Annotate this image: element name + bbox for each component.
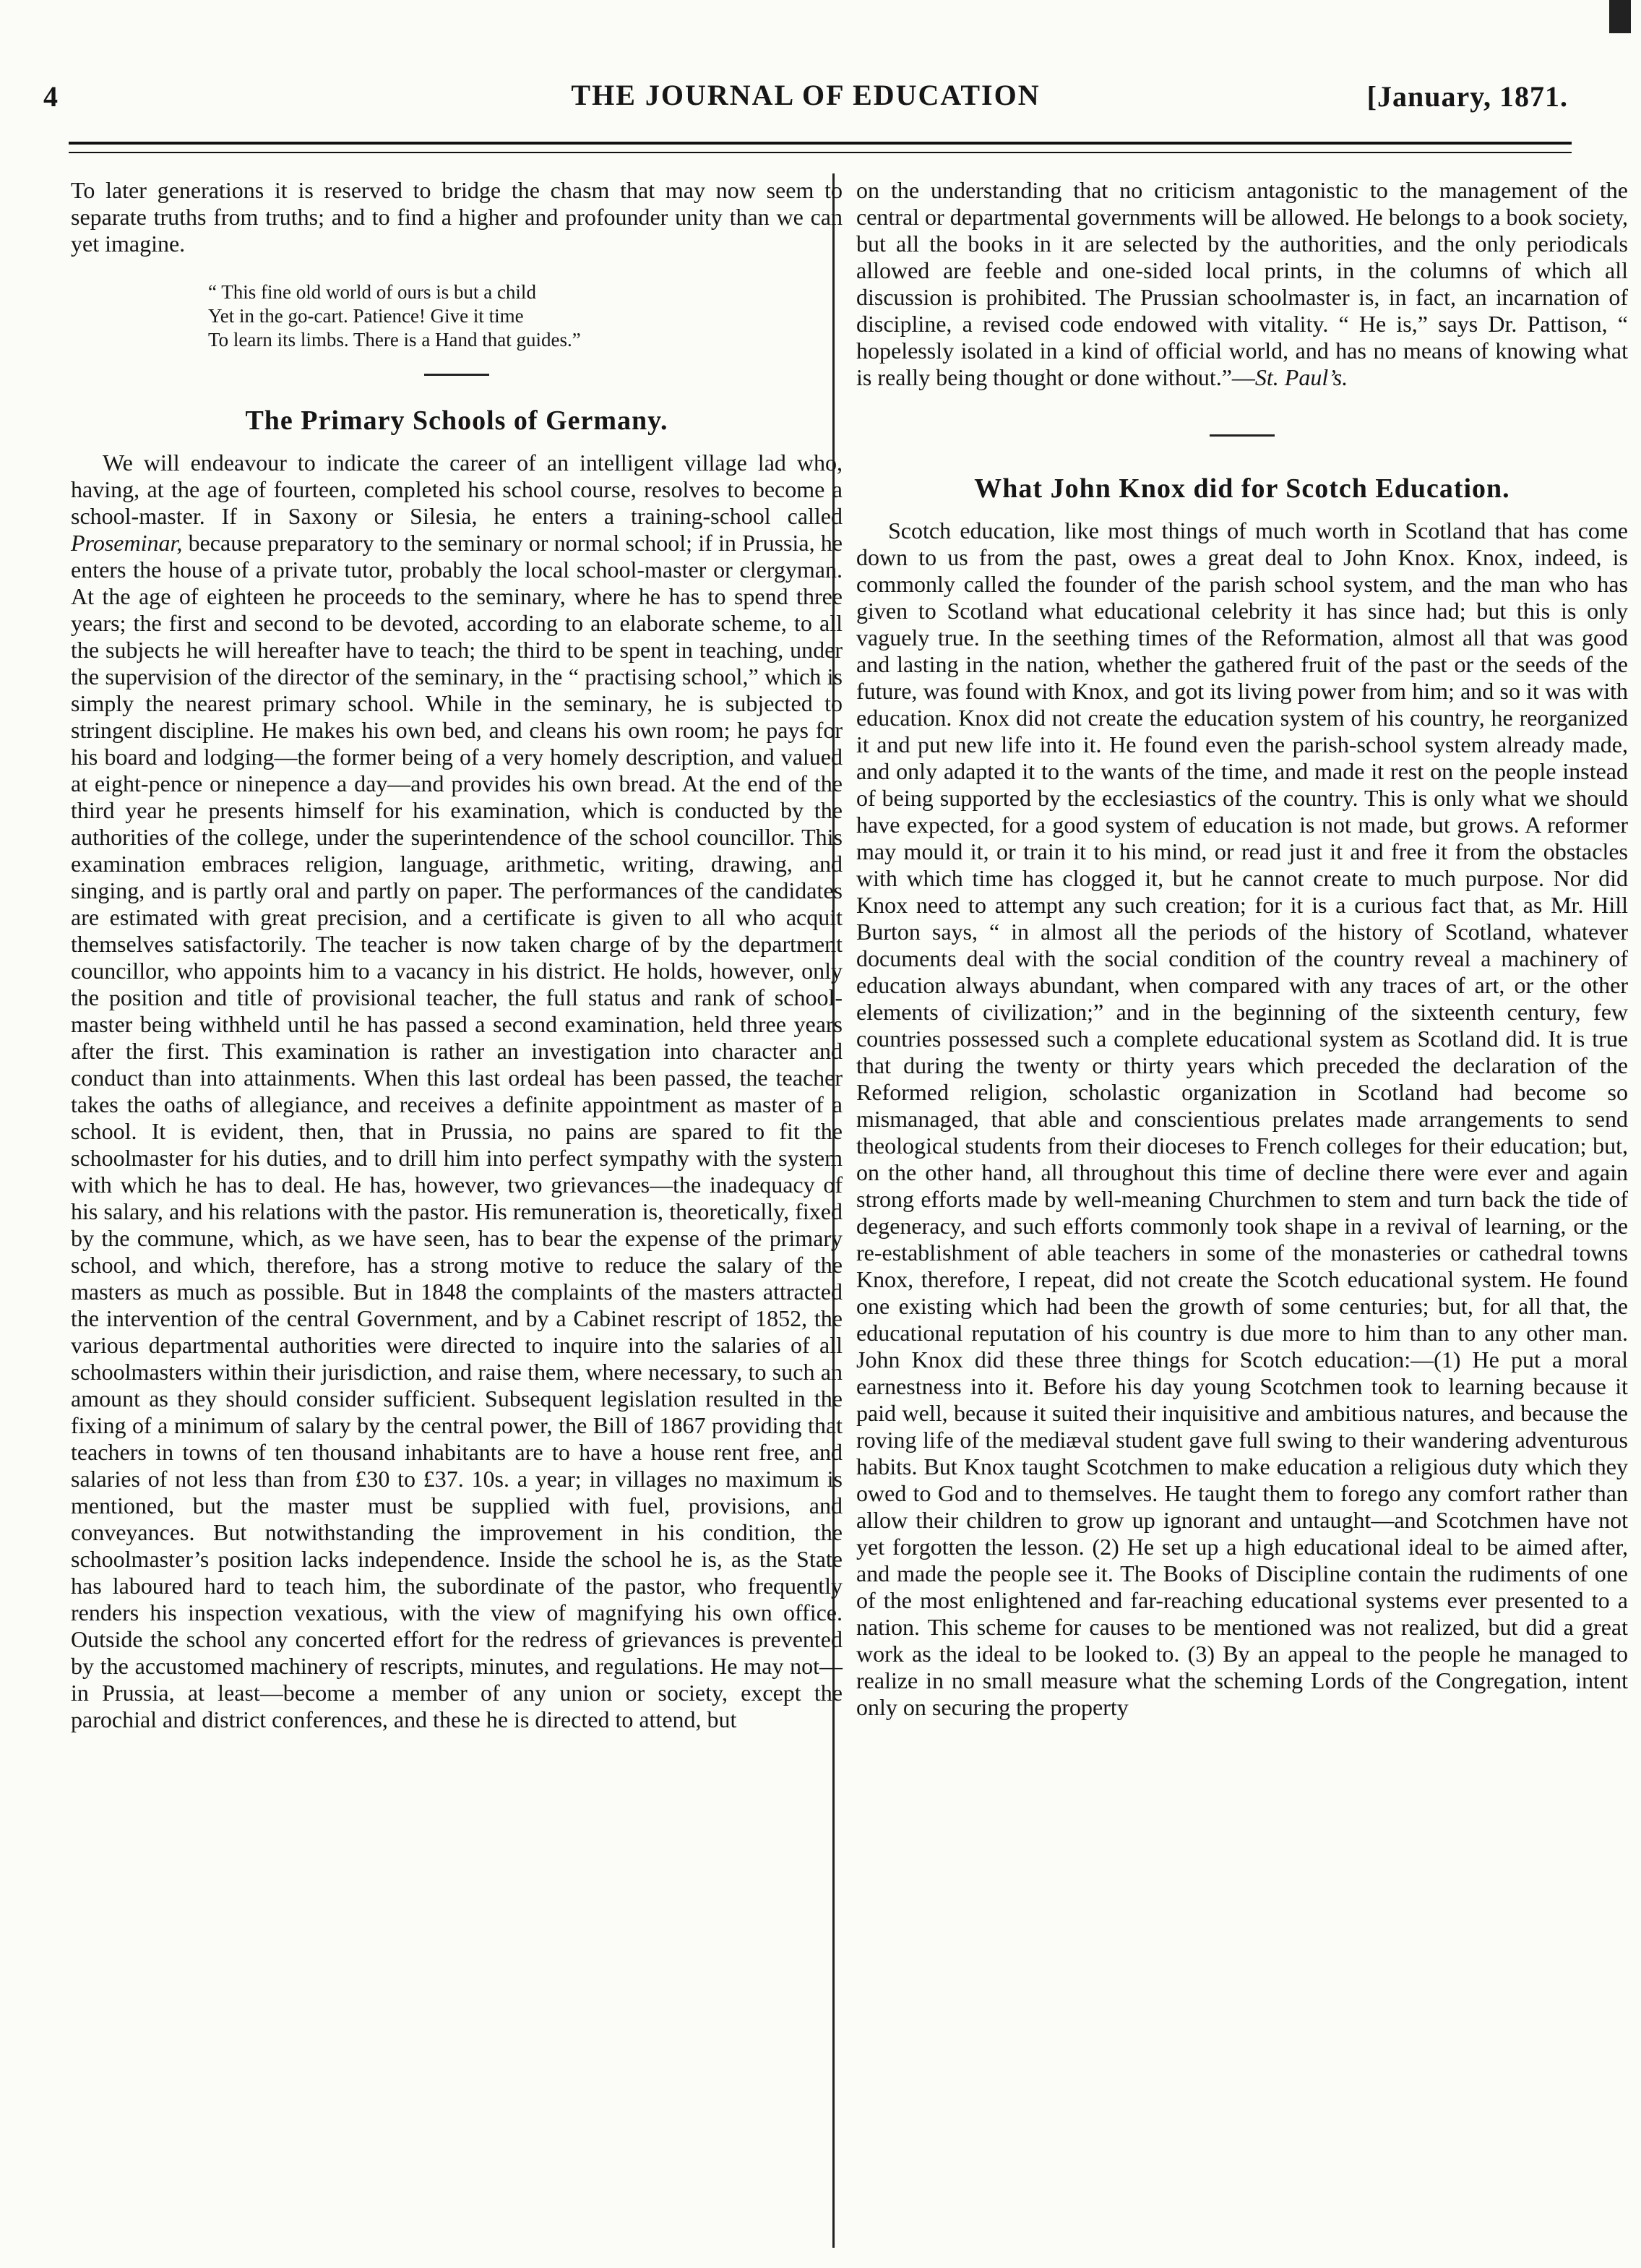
body-text: We will endeavour to indicate the career of an intelligent village lad who, having, at the age of fourteen, completed his school course, resolves to become a school-master. If in Saxony or Silesia, he enters a training-school called — [71, 450, 843, 529]
foreign-term: Proseminar, — [71, 530, 183, 556]
journal-title: THE JOURNAL OF EDUCATION — [571, 79, 1041, 111]
article-body-germany — [71, 450, 843, 1733]
page-number: 4 — [43, 80, 58, 113]
section-separator — [1210, 434, 1275, 437]
left-column — [71, 177, 843, 1733]
body-text: on the understanding that no criticism antagonistic to the management of the central or departmental governments will be allowed. He belongs to a book society, but all the books in it are selected by the authorities, and the only periodicals allowed are feeble and one-sided local prints, in the columns of which all discussion is prohibited. The Prussian schoolmaster is, in fact, an incarnation of discipline, a revised code endowed with vitality. “ He is,” says Dr. Pattison, “ hopelessly isolated in a kind of official world, and has no means of knowing what is really being thought or done without.”— — [856, 177, 1628, 390]
article-heading-knox: What John Knox did for Scotch Education. — [974, 473, 1510, 504]
page-header — [43, 72, 1568, 123]
intro-paragraph: To later generations it is reserved to bridge the chasm that may now seem to separate truths from truths; and to find a higher and profounder unity than we can yet imagine. — [71, 177, 843, 257]
header-rule-thin — [69, 152, 1572, 153]
corner-ink-mark — [1609, 0, 1631, 33]
poem-quote — [208, 280, 843, 352]
right-column — [856, 177, 1628, 1721]
continuation-paragraph — [856, 177, 1628, 391]
issue-date: [January, 1871. — [1366, 80, 1568, 113]
body-text: because preparatory to the seminary or normal school; if in Prussia, he enters the house of a private tutor, probably the local school-master or clergyman. At the age of eighteen he proceeds to the seminary, where he has to spend three years; the first and second to be devoted, according to an elaborate scheme, to all the subjects he will hereafter have to teach; the third to be spent in teaching, under the supervision of the director of the seminary, in the “ practising school,” which is simply the nearest primary school. While in the seminary, he is subjected to stringent discipline. He makes his own bed, and cleans his own room; he pays for his board and lodging—the former being of a very homely description, and valued at eight-pence or ninepence a day—and provides his own bread. At the end of the third year he presents himself for his examination, which is conducted by the authorities of the college, under the superintendence of the school councillor. This examination embraces religion, language, arithmetic, writing, drawing, and singing, and is partly oral and partly on paper. The performances of the candidates are estimated with great precision, and a certificate is given to all who acquit themselves satisfactorily. The teacher is now taken charge of by the department councillor, who appoints him to a vacancy in his district. He holds, however, only the position and title of provisional teacher, the full status and rank of school-master being withheld until he has passed a second examination, held three years after the first. This examination is rather an investigation into character and conduct than into attainments. When this last ordeal has been passed, the teacher takes the oaths of allegiance, and receives a definite appointment as master of a school. It is evident, then, that in Prussia, no pains are spared to fit the schoolmaster for his duties, and to drill him into perfect sympathy with the system with which he has to deal. He has, however, two grievances—the inadequacy of his salary, and his relations with the pastor. His remuneration is, theoretically, fixed by the commune, which, as we have seen, has to bear the expense of the primary school, and which, therefore, has a strong motive to reduce the salary of the masters as much as possible. But in 1848 the complaints of the masters attracted the intervention of the central Government, and by a Cabinet rescript of 1852, the various departmental authorities were directed to inquire into the salaries of all schoolmasters within their jurisdiction, and raise them, where necessary, to such an amount as they should consider sufficient. Subsequent legislation resulted in the fixing of a minimum of salary by the central power, the Bill of 1867 providing that teachers in towns of ten thousand inhabitants are to have a house rent free, and salaries of not less than from £30 to £37. 10s. a year; in villages no maximum is mentioned, but the master must be supplied with fuel, provisions, and conveyances. But notwithstanding the improvement in his condition, the schoolmaster’s position lacks independence. Inside the school he is, as the State has laboured hard to teach him, the subordinate of the pastor, who frequently renders his inspection vexatious, with the view of magnifying his own office. Outside the school any concerted effort for the redress of grievances is prevented by the accustomed machinery of rescripts, minutes, and regulations. He may not—in Prussia, at least—become a member of any union or society, except the parochial and district conferences, and these he is directed to attend, but — [71, 530, 843, 1732]
poem-line: To learn its limbs. There is a Hand that guides.” — [208, 329, 581, 351]
article-heading-germany: The Primary Schools of Germany. — [245, 405, 668, 436]
section-separator — [424, 374, 489, 376]
source-citation: St. Paul’s. — [1254, 364, 1348, 390]
poem-line: Yet in the go-cart. Patience! Give it time — [208, 305, 524, 327]
header-rule-thick — [69, 142, 1572, 145]
article-body-knox: Scotch education, like most things of much worth in Scotland that has come down to us from the past, owes a great deal to John Knox. Knox, indeed, is commonly called the founder of the parish school system, and the man who has given to Scotland what educational celebrity it has since had; but this is only vaguely true. In the seething times of the Reformation, almost all that was good and lasting in the nation, whether the gathered fruit of the past or the seeds of the future, was found with Knox, and got its living power from him; and so it was with education. Knox did not create the education system of his country, he reorganized it and put new life into it. He found even the parish-school system already made, and only adapted it to the wants of the time, and made it rest on the people instead of being supported by the ecclesiastics of the country. This is only what we should have expected, for a good system of education is not made, but grows. A reformer may mould it, or train it to his mind, or read just it and free it from the obstacles with which time has clogged it, but he cannot create to much purpose. Nor did Knox need to attempt any such creation; for it is a curious fact that, as Mr. Hill Burton says, “ in almost all the periods of the history of Scotland, whatever documents deal with the social condition of the country reveal a machinery of education always abundant, when compared with any traces of art, or the other elements of civilization;” and in the beginning of the sixteenth century, few countries possessed such a complete educational system as Scotland did. It is true that during the twenty or thirty years which preceded the declaration of the Reformed religion, scholastic organization in Scotland had become so mismanaged, that able and conscientious prelates made arrangements to send theological students from their dioceses to French colleges for their education; but, on the other hand, all throughout this time of decline there were ever and again strong efforts made by well-meaning Churchmen to stem and turn back the tide of degeneracy, and such efforts commonly took shape in a revival of learning, or the re-establishment of able teachers in some of the monasteries or cathedral towns Knox, therefore, I repeat, did not create the Scotch educational system. He found one existing which had been the growth of some centuries; but, for all that, the educational reputation of his country is due more to him than to any other man. John Knox did these three things for Scotch education:—(1) He put a moral earnestness into it. Before his day young Scotchmen took to learning because it paid well, because it suited their inquisitive and ambitious natures, and because the roving life of the mediæval student gave full swing to their wandering adventurous habits. But Knox taught Scotchmen to make education a religious duty which they owed to God and to themselves. He taught them to forego any comfort rather than allow their children to grow up ignorant and untaught—and Scotchmen have not yet forgotten the lesson. (2) He set up a high educational ideal to be aimed after, and made the people see it. The Books of Discipline contain the rudiments of one of the most enlightened and far-reaching educational systems ever presented to a nation. This scheme for causes to be mentioned was not realized, but did a great work as the ideal to be looked to. (3) By an appeal to the people he managed to realize in no small measure what the scheming Lords of the Congregation, intent only on securing the property — [856, 517, 1628, 1720]
poem-line: “ This fine old world of ours is but a child — [208, 281, 536, 303]
